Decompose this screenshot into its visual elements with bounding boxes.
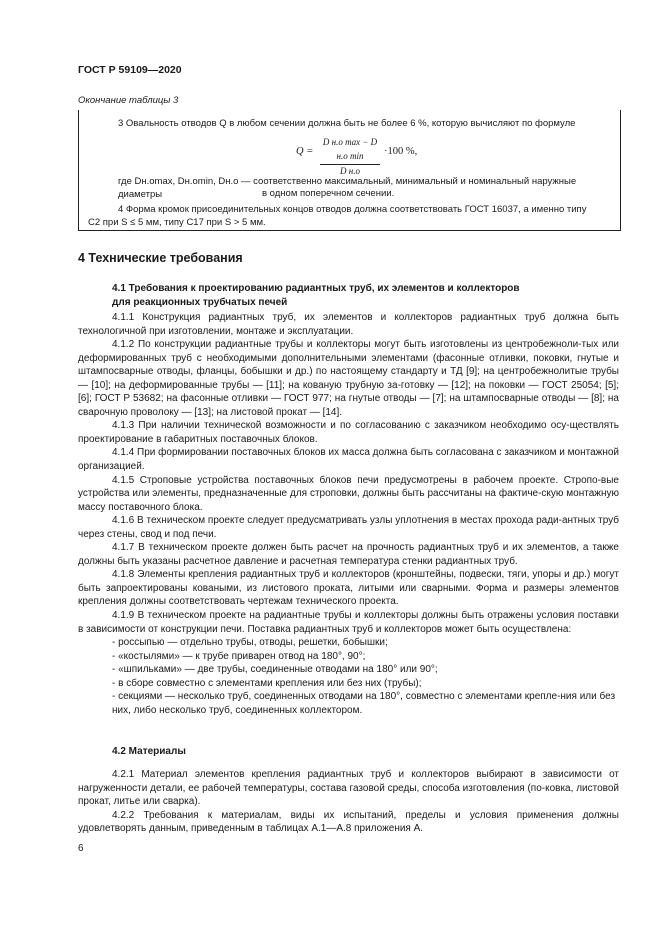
paragraph-4-1-3: 4.1.3 При наличии технической возможности и по согласованию с заказчиком необходимо осу-ществлять проектирование в габаритных поставочных блоков. <box>78 420 619 445</box>
delivery-list-item: - секциями — несколько труб, соединенных отводами на 180°, совместно с элементами крепле-ния или без них, либо несколько труб, соединенных коллектором. <box>112 691 616 716</box>
paragraph-4-1-4: 4.1.4 При формировании поставочных блоков их масса должна быть согласована с заказчиком и монтажной организацией. <box>78 447 619 473</box>
paragraph-4-1-6: 4.1.6 В техническом проекте следует предусматривать узлы уплотнения в местах прохода ради-антных труб через стены, свод и под печи. <box>78 515 619 540</box>
delivery-list-item: - «шпильками» — две трубы, соединенные отводами на 180° или 90°; <box>112 664 438 676</box>
formula-where-line-1: где Dн.оmax, Dн.оmin, Dн.о — соответственно максимальный, минимальный и номинальный наружные диаметры <box>118 176 577 200</box>
subsection-4-1-title-line-2: для реакционных трубчатых печей <box>112 297 288 308</box>
ovality-formula <box>296 134 496 176</box>
delivery-list-item: - в сборе совместно с элементами крепления или без них (трубы); <box>112 677 422 689</box>
table-continuation-caption: Окончание таблицы 3 <box>78 95 179 106</box>
paragraph-4-1-8: 4.1.8 Элементы крепления радиантных труб и коллекторов (кронштейны, подвески, тяги, упоры и др.) могут быть запроектированы коваными, из листового проката, литыми или сварными. Форма и размеры элементов крепления должны соответствовать чертежам технического проекта. <box>78 569 619 608</box>
table-note-4-line-2: С2 при S ≤ 5 мм, типу С17 при S > 5 мм. <box>88 217 266 228</box>
formula-where-line-2: в одном поперечном сечении. <box>262 188 395 199</box>
paragraph-4-1-9: 4.1.9 В техническом проекте на радиантные трубы и коллекторы должны быть отражены условия поставки в зависимости от конструкции печи. Поставка радиантных труб и коллекторов может быть осуществлена: <box>78 610 619 635</box>
paragraph-4-1-7: 4.1.7 В техническом проекте должен быть расчет на прочность радиантных труб и их элементов, а также должны быть указаны расчетное давление и расчетная температура стенки радиантных труб. <box>78 542 619 567</box>
table-note-3: 3 Овальность отводов Q в любом сечении должна быть не более 6 %, которую вычисляют по формуле <box>118 118 576 129</box>
paragraph-4-2-2: 4.2.2 Требования к материалам, виды их испытаний, пределы и условия применения должны удовлетворять данным, приведенным в таблицах А.1—А.8 приложения А. <box>78 809 619 835</box>
paragraph-4-2-1: 4.2.1 Материал элементов крепления радиантных труб и коллекторов выбирают в зависимости от нагруженности детали, ее рабочей температуры, состава газовой среды, способа изготовления (по-ковка, листовой прокат, литье или сварка). <box>78 769 619 808</box>
delivery-list-item: - «костылями» — к трубе приварен отвод на 180°, 90°; <box>112 650 366 662</box>
table-note-4-line-1: 4 Форма кромок присоединительных концов отводов должна соответствовать ГОСТ 16037, а именно типу <box>118 204 587 215</box>
formula-fraction <box>320 135 380 178</box>
page-number: 6 <box>78 843 84 854</box>
formula-lhs: Q = <box>296 146 314 157</box>
delivery-list-item: - россыпью — отдельно трубы, отводы, решетки, бобышки; <box>112 637 388 649</box>
formula-rhs: ·100 %, <box>384 146 418 157</box>
subsection-4-1-title-line-1: 4.1 Требования к проектированию радиантных труб, их элементов и коллекторов <box>112 283 520 294</box>
section-4-1-body <box>78 311 619 717</box>
subsection-4-2-title: 4.2 Материалы <box>112 746 186 757</box>
formula-denominator: D н.о <box>340 166 360 176</box>
section-4-title: 4 Технические требования <box>78 251 243 265</box>
document-code-header: ГОСТ Р 59109—2020 <box>78 64 182 76</box>
paragraph-4-1-5: 4.1.5 Строповые устройства поставочных блоков печи предусмотрены в рабочем проекте. Стропо-вые устройства или элементы, предназначенные для строповки, должны быть рассчитаны на фактиче-скую монтажную массу поставочного блока. <box>78 474 619 513</box>
section-4-2-body <box>78 768 619 836</box>
formula-numerator: D н.о max − D н.о min <box>320 135 380 165</box>
paragraph-4-1-1: 4.1.1 Конструкция радиантных труб, их элементов и коллекторов радиантных труб должна быть технологичной при изготовлении, монтаже и эксплуатации. <box>78 312 619 337</box>
paragraph-4-1-2: 4.1.2 По конструкции радиантные трубы и коллекторы могут быть изготовлены из центробежноли-тых или деформированных труб с необходимыми дополнительными элементами (фасонные отливки, поковки, гнутые и штампосварные отводы, фланцы, бобышки и др.) по настоящему стандарту и ТД [9]; на центробежнолитые трубы — [10]; на деформированные трубы — [11]; на кованую трубную за-готовку — [12]; на поковки — ГОСТ 25054; [5]; [6]; ГОСТ Р 53682; на фасонные отливки — ГОСТ 977; на гнутые отводы — [7]; на штампосварные отводы — [8]; на сварочную проволоку — [13]; на листовой прокат — [14]. <box>78 339 619 418</box>
